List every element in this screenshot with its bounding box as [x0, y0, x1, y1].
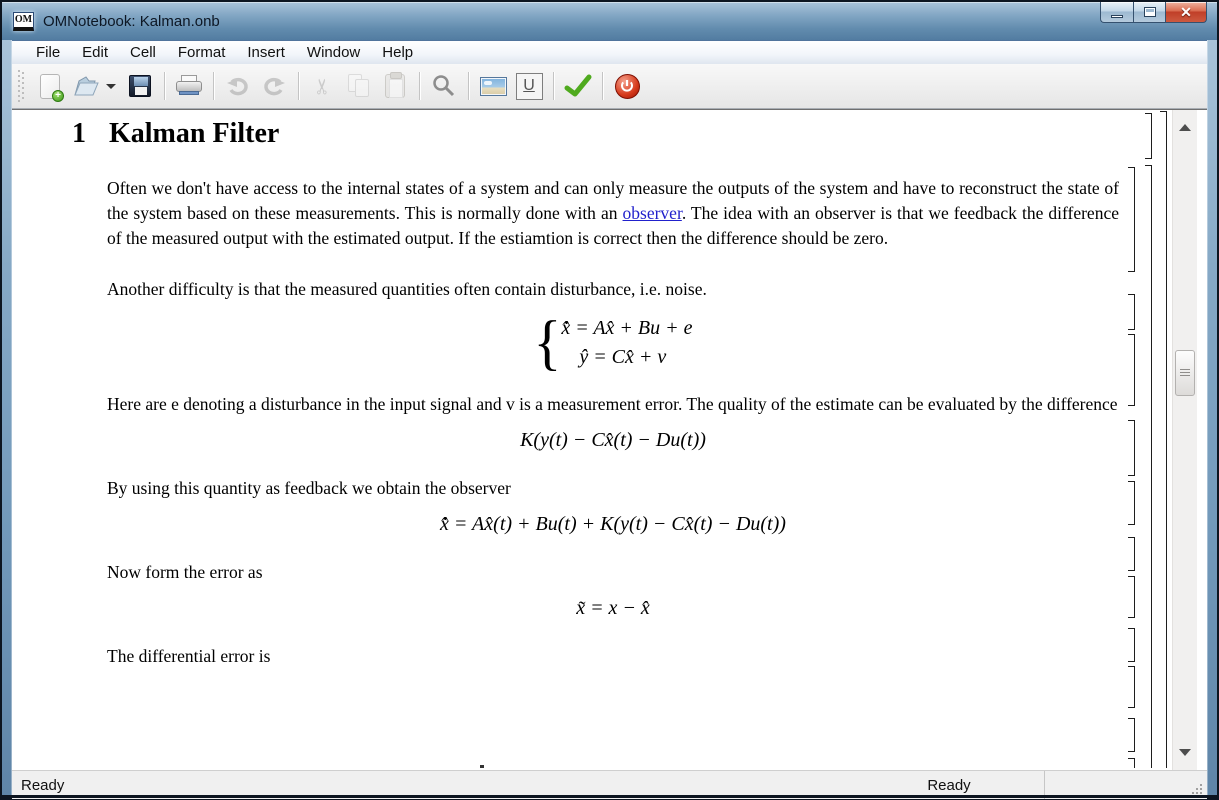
menu-help[interactable]: Help [382, 44, 414, 61]
copy-icon [348, 74, 370, 98]
equation-observer[interactable]: x̂̇ = Ax̂(t) + Bu(t) + K(y(t) − Cx̂(t) − Du(t)) [440, 513, 786, 535]
toolbar-separator [298, 72, 299, 100]
open-dropdown-arrow-icon[interactable] [106, 84, 116, 89]
toolbar-separator [164, 72, 165, 100]
vertical-scrollbar[interactable] [1172, 110, 1197, 770]
cell-bracket[interactable] [1128, 334, 1135, 406]
status-message-right: Ready [927, 776, 971, 794]
equation-line: ŷ = Cx̂ + v [579, 346, 667, 368]
menu-file[interactable]: File [36, 44, 61, 61]
undo-button[interactable] [220, 68, 256, 104]
toolbar-drag-handle[interactable] [18, 70, 24, 102]
redo-button[interactable] [256, 68, 292, 104]
text-cell-differential-error[interactable]: The differential error is [107, 646, 271, 666]
menu-format[interactable]: Format [177, 44, 226, 61]
section-title: Kalman Filter [109, 118, 280, 149]
cell-bracket[interactable] [1128, 576, 1135, 618]
observer-link[interactable]: observer [622, 203, 682, 223]
titlebar[interactable] [2, 2, 1217, 40]
text-cell-disturbance[interactable]: Another difficulty is that the measured quantities often contain disturbance, i.e. noise. [107, 279, 707, 299]
paragraph-text: . The idea with an observer is that we feedback the difference of the measured output with the estimated output. If the estiamtion is correct then the difference should be zero. [107, 203, 1119, 248]
equation-state-space[interactable] [107, 308, 1119, 377]
maximize-button[interactable] [1133, 2, 1166, 23]
section-number: 1 [72, 118, 86, 149]
toolbar-separator [419, 72, 420, 100]
scroll-up-arrow-icon[interactable] [1179, 124, 1191, 131]
cell-bracket[interactable] [1128, 758, 1135, 768]
window-border-right [1207, 40, 1217, 795]
app-icon: OM [13, 12, 34, 31]
insert-image-icon [480, 77, 507, 96]
paste-icon [385, 74, 405, 98]
cell-bracket[interactable] [1128, 666, 1135, 708]
redo-icon [261, 74, 287, 98]
new-document-button[interactable] [32, 68, 68, 104]
toolbar-separator [553, 72, 554, 100]
copy-button[interactable] [341, 68, 377, 104]
window-title: OMNotebook: Kalman.onb [43, 12, 220, 30]
equation-line: x̂̇ = Ax̂ + Bu + e [561, 317, 693, 339]
toolbar-separator [602, 72, 603, 100]
cell-bracket[interactable] [1128, 294, 1135, 330]
cut-button[interactable] [305, 68, 341, 104]
toolbar-separator [468, 72, 469, 100]
underline-button[interactable] [511, 68, 547, 104]
close-icon: ✕ [1180, 4, 1192, 20]
minimize-button[interactable] [1100, 2, 1133, 23]
minimize-icon [1111, 15, 1123, 18]
paragraph-text: Often we don't have access to the internal states of a system and can only measure the outputs of the system and have to reconstruct the state of the system based on these measurements. This is normally done with an [107, 178, 1119, 223]
underline-icon: U [516, 73, 543, 100]
window-border-bottom [2, 795, 1217, 798]
cell-bracket[interactable] [1128, 420, 1135, 476]
toolbar [12, 64, 1207, 109]
paste-button[interactable] [377, 68, 413, 104]
text-cell-error-form[interactable]: Now form the error as [107, 562, 263, 582]
cut-icon: ✂ [311, 77, 335, 95]
text-cell-error-quality[interactable]: Here are e denoting a disturbance in the input signal and v is a measurement error. The quality of the estimate can be evaluated by the difference [107, 394, 1118, 414]
title-cell-bracket[interactable] [1145, 113, 1152, 159]
quit-button[interactable] [609, 68, 645, 104]
new-document-icon: + [40, 74, 60, 99]
close-button[interactable] [1166, 2, 1207, 23]
power-quit-icon [615, 74, 640, 99]
open-folder-icon [72, 74, 100, 98]
scroll-down-arrow-icon[interactable] [1179, 749, 1191, 756]
text-cell-observer[interactable]: By using this quantity as feedback we obtain the observer [107, 478, 511, 498]
menu-cell[interactable]: Cell [130, 44, 156, 61]
cell-bracket[interactable] [1128, 718, 1135, 752]
evaluate-check-icon [563, 72, 593, 100]
section-heading[interactable] [72, 118, 1207, 150]
menu-bar [12, 40, 1207, 64]
equation-feedback-difference[interactable]: K(y(t) − Cx̂(t) − Du(t)) [520, 429, 706, 451]
clipped-equation-fragment [480, 765, 484, 768]
scrollbar-thumb[interactable] [1175, 350, 1195, 396]
cell-bracket[interactable] [1128, 481, 1135, 525]
window-controls [1100, 2, 1207, 23]
toolbar-separator [213, 72, 214, 100]
menu-insert[interactable]: Insert [247, 44, 285, 61]
insert-image-button[interactable] [475, 68, 511, 104]
resize-grip[interactable] [1191, 783, 1202, 794]
print-button[interactable] [171, 68, 207, 104]
notebook-canvas[interactable] [12, 109, 1207, 770]
cell-bracket[interactable] [1128, 537, 1135, 571]
curly-brace: { [533, 308, 562, 377]
cell-bracket[interactable] [1128, 628, 1135, 662]
save-button[interactable] [122, 68, 158, 104]
open-button[interactable] [68, 68, 104, 104]
save-icon [129, 75, 151, 97]
status-message-left: Ready [21, 776, 65, 794]
maximize-icon [1144, 7, 1156, 17]
section-group-bracket[interactable] [1160, 111, 1167, 768]
menu-edit[interactable]: Edit [82, 44, 109, 61]
cell-bracket[interactable] [1128, 167, 1135, 272]
window-border-left [2, 40, 12, 795]
evaluate-button[interactable] [560, 68, 596, 104]
document [12, 110, 1207, 669]
search-icon [431, 73, 457, 99]
menu-window[interactable]: Window [306, 44, 361, 61]
content-group-bracket[interactable] [1145, 165, 1152, 768]
equation-error[interactable]: x̃ = x − x̂ [576, 597, 650, 619]
undo-icon [225, 74, 251, 98]
print-icon [176, 75, 202, 97]
text-cell-intro[interactable] [107, 176, 1119, 251]
search-button[interactable] [426, 68, 462, 104]
